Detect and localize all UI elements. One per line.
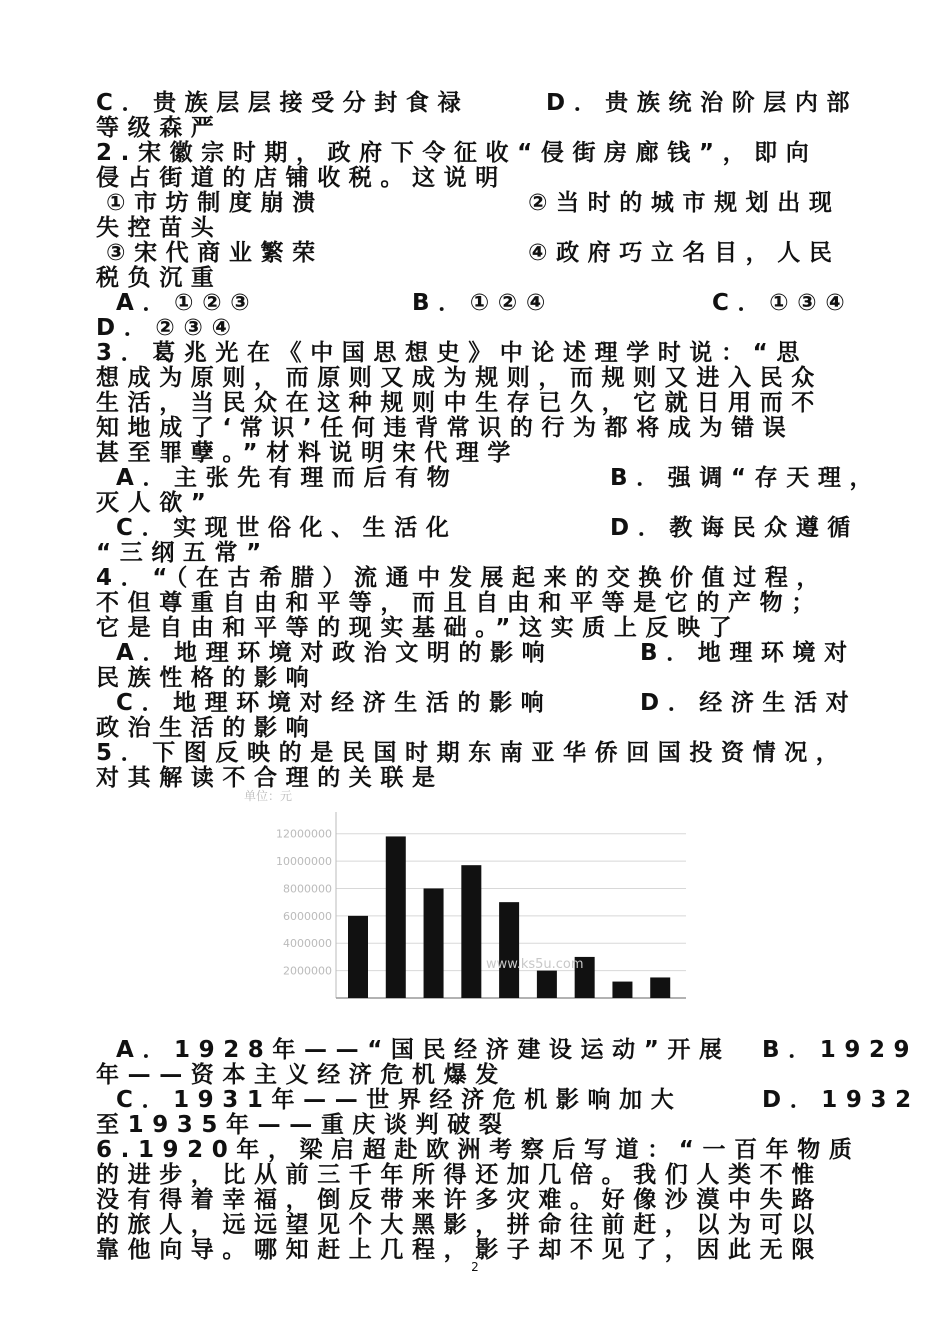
text-line: 对其解读不合理的关联是: [96, 765, 444, 791]
y-tick-label: 2000000: [283, 964, 332, 978]
option-row: [96, 1037, 919, 1063]
bar: [348, 916, 368, 998]
option-text: D．1932: [762, 1087, 920, 1113]
option-text: B．强调“存天理，: [610, 465, 882, 491]
text-line: 年——资本主义经济危机爆发: [96, 1062, 507, 1088]
text-line: 不但尊重自由和平等，而且自由和平等是它的产物；: [96, 590, 823, 616]
text-line: 等级森严: [96, 115, 223, 141]
text-line: 的进步，比从前三千年所得还加几倍。我们人类不惟: [96, 1162, 823, 1188]
text-line: D．②③④: [96, 315, 240, 341]
text-line: 甚至罪孽。”材料说明宋代理学: [96, 440, 520, 466]
option-text: D．经济生活对: [640, 690, 858, 716]
option-row: [96, 1087, 920, 1113]
option-row: [96, 290, 866, 316]
y-tick-label: 6000000: [283, 909, 332, 923]
option-text: A．1928年——“国民经济建设运动”开展: [116, 1037, 731, 1063]
option-text: ④政府巧立名目，人民: [528, 240, 841, 266]
bar-chart-svg: [236, 780, 716, 1020]
text-line: 6.1920年，梁启超赴欧洲考察后写道：“一百年物质: [96, 1137, 861, 1163]
option-row: [96, 190, 866, 216]
text-line: 3．葛兆光在《中国思想史》中论述理学时说：“思: [96, 340, 808, 366]
option-text: B．地理环境对: [640, 640, 856, 666]
overseas-chinese-investment-chart: [236, 780, 716, 1020]
text-line: 生活，当民众在这种规则中生存已久，它就日用而不: [96, 390, 823, 416]
text-line: 它是自由和平等的现实基础。”这实质上反映了: [96, 615, 741, 641]
option-text: C．①③④: [712, 290, 854, 316]
text-line: “三纲五常”: [96, 540, 270, 566]
text-line: 税负沉重: [96, 265, 223, 291]
text-line: 没有得着幸福，倒反带来许多灾难。好像沙漠中失路: [96, 1187, 823, 1213]
page-number: 2: [471, 1260, 479, 1274]
text-line: 政治生活的影响: [96, 715, 318, 741]
text-line: 灭人欲”: [96, 490, 215, 516]
option-row: [96, 640, 866, 666]
y-tick-label: 10000000: [276, 855, 332, 869]
option-text: A．①②③: [116, 290, 259, 316]
text-line: 知地成了‘常识’任何违背常识的行为都将成为错误: [96, 415, 795, 441]
text-line: 5．下图反映的是民国时期东南亚华侨回国投资情况，: [96, 740, 848, 766]
option-text: C．1931年——世界经济危机影响加大: [116, 1087, 683, 1113]
option-text: ②当时的城市规划出现: [528, 190, 841, 216]
option-text: ①市坊制度崩溃: [106, 190, 324, 216]
text-line: 想成为原则，而原则又成为规则，而规则又进入民众: [96, 365, 823, 391]
bar: [424, 888, 444, 998]
text-line: 至1935年——重庆谈判破裂: [96, 1112, 511, 1138]
option-text: C．实现世俗化、生活化: [116, 515, 458, 541]
text-line: 的旅人，远远望见个大黑影，拼命往前赶，以为可以: [96, 1212, 823, 1238]
option-text: A．地理环境对政治文明的影响: [116, 640, 554, 666]
y-tick-label: 8000000: [283, 882, 332, 896]
bar: [499, 902, 519, 998]
y-tick-label: 4000000: [283, 937, 332, 951]
text-line: 2.宋徽宗时期，政府下令征收“侵街房廊钱”，即向: [96, 140, 818, 166]
option-text: A．主张先有理而后有物: [116, 465, 459, 491]
option-text: C．贵族层层接受分封食禄: [96, 90, 470, 116]
option-text: B．1929: [762, 1037, 919, 1063]
bar: [461, 865, 481, 998]
text-line: 失控苗头: [96, 215, 223, 241]
option-row: [96, 240, 866, 266]
option-text: ③宋代商业繁荣: [106, 240, 324, 266]
bar: [612, 982, 632, 998]
text-line: 4．“（在古希腊）流通中发展起来的交换价值过程，: [96, 565, 829, 591]
watermark: www.ks5u.com: [486, 957, 584, 972]
y-axis-label: 单位：元: [244, 789, 293, 803]
option-text: D．贵族统治阶层内部: [546, 90, 859, 116]
bar: [537, 971, 557, 998]
text-line: 侵占街道的店铺收税。这说明: [96, 165, 507, 191]
option-text: D．教诲民众遵循: [610, 515, 859, 541]
option-row: [96, 690, 866, 716]
y-tick-label: 12000000: [276, 827, 332, 841]
option-row: [96, 515, 866, 541]
text-line: 民族性格的影响: [96, 665, 318, 691]
bar: [386, 836, 406, 998]
option-text: B．①②④: [412, 290, 554, 316]
option-row: [96, 90, 866, 116]
bar: [650, 977, 670, 998]
option-row: [96, 465, 882, 491]
option-text: C．地理环境对经济生活的影响: [116, 690, 553, 716]
text-line: 靠他向导。哪知赶上几程，影子却不见了，因此无限: [96, 1237, 823, 1263]
